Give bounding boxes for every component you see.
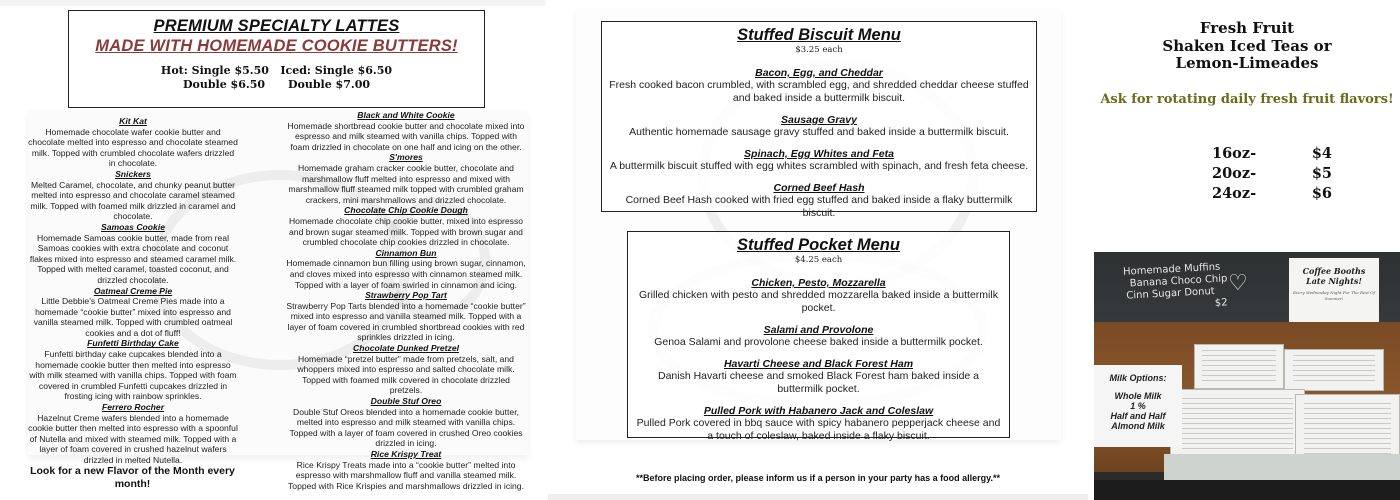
menu-print (1284, 349, 1384, 391)
menu-item-desc: Corned Beef Hash cooked with fried egg stuffed and baked inside a flaky buttermilk biscuit. (625, 194, 1013, 219)
latte-item (286, 290, 526, 343)
latte-item-desc: Homemade chocolate wafer cookie butter and chocolate melted into espresso and chocolate steamed milk. Topped with crumbled chocolate wafers drizzled in chocolate. (28, 126, 238, 169)
latte-subtitle: MADE WITH HOMEMADE COOKIE BUTTERS! (95, 37, 458, 55)
menu-item-name: Corned Beef Hash (773, 182, 865, 194)
menu-item-name: Havarti Cheese and Black Forest Ham (723, 358, 914, 370)
menu-item (628, 324, 1009, 349)
latte-item (28, 338, 238, 402)
latte-item (286, 449, 526, 491)
size-price: $5 (1311, 165, 1332, 182)
chalk-price: $2 (1214, 297, 1228, 309)
milk-sign-title: Milk Options: (1109, 373, 1167, 383)
allergy-notice: **Before placing order, please inform us if a person in your party has a food allergy.** (636, 473, 1000, 483)
biscuit-menu-price: $3.25 each (795, 45, 843, 55)
latte-item-desc: Homemade chocolate chip cookie butter, mixed into espresso and brown sugar steamed milk. Topped with brown sugar and crumbled chocolate chip cookies drizzled in chocolate. (288, 215, 524, 248)
menu-item (602, 114, 1036, 139)
size-price-row (1212, 184, 1332, 204)
menu-item-desc: A buttermilk biscuit stuffed with egg whites scrambled with spinach, and fresh feta cheese. (609, 160, 1029, 172)
latte-item-desc: Little Debbie's Oatmeal Creme Pies made into a homemade “cookie butter” mixed into espresso and vanilla steamed milk. Topped with crumbled oatmeal cookies and a dot of fluff! (33, 296, 233, 338)
latte-item-name: Chocolate Chip Cookie Dough (344, 205, 468, 216)
milk-option: Half and Half (1110, 411, 1166, 421)
milk-option: Whole Milk (1114, 391, 1162, 401)
menu-item-desc: Authentic homemade sausage gravy stuffed and baked inside a buttermilk biscuit. (629, 126, 1009, 138)
size-price-row (1212, 164, 1332, 184)
latte-item-desc: Homemade graham cracker cookie butter, chocolate and marshmallow fluff melted into espresso and mixed with marshmallow fluff steamed milk topped with crumbled graham crackers, mini marshmallows and drizzled chocolate. (288, 162, 524, 205)
menu-item-name: Sausage Gravy (781, 114, 857, 126)
rotating-flavors-note: Ask for rotating daily fresh fruit flavors! (1100, 92, 1394, 107)
milk-options-sign (1094, 365, 1182, 447)
latte-item (28, 116, 238, 169)
menu-item-name: Pulled Pork with Habanero Jack and Coleslaw (703, 405, 934, 417)
panel-edge (0, 0, 545, 6)
menu-item-desc: Fresh cooked bacon crumbled, with scrambled egg, and shredded cheddar cheese stuffed and baked inside a buttermilk biscuit. (609, 79, 1029, 104)
tea-title-line2: Shaken Iced Teas or (1162, 36, 1332, 55)
latte-title: PREMIUM SPECIALTY LATTES (153, 17, 400, 35)
latte-header-box (68, 10, 485, 108)
latte-column-1 (28, 116, 238, 466)
menu-item-desc: Danish Havarti cheese and smoked Black Forest ham baked inside a buttermilk pocket. (658, 370, 979, 395)
latte-item-name: Double Stuf Oreo (370, 396, 442, 407)
latte-item-name: Kit Kat (119, 116, 147, 126)
latte-item-name: Chocolate Dunked Pretzel (352, 343, 459, 354)
menu-item (628, 405, 1009, 443)
menu-item (628, 358, 1009, 396)
menu-item (602, 67, 1036, 105)
menu-table-photo (1094, 252, 1400, 500)
latte-item-name: Snickers (115, 168, 151, 179)
latte-item-desc: Strawberry Pop Tarts blended into a homemade “cookie butter” mixed into espresso and vanilla steamed milk. Topped with a layer of foam covered in crumbled shortbread cookies with red sprinkles drizzled in icing. (286, 300, 526, 343)
menu-item-desc: Pulled Pork covered in bbq sauce with spicy habanero pepperjack cheese and a touch of coleslaw, baked inside a flaky biscuit. (636, 417, 1001, 442)
latte-item-name: Strawberry Pop Tart (365, 290, 447, 301)
menu-item (602, 148, 1036, 173)
milk-option: 1 % (1130, 401, 1146, 411)
latte-item-name: Oatmeal Creme Pie (93, 285, 173, 296)
chalk-line: Banana Choco Chip (1129, 273, 1228, 290)
menu-item (628, 277, 1009, 315)
stuffed-biscuit-menu (601, 21, 1037, 219)
tea-size-prices (1212, 144, 1332, 204)
latte-item-name: Rice Krispy Treat (370, 449, 442, 459)
latte-prices-line2: Double $6.50 Double $7.00 (182, 78, 370, 91)
latte-item-desc: Homemade shortbread cookie butter and chocolate mixed into espresso and milk steamed with vanilla chips. Topped with foam drizzled in chocolate on one half and icing on the other. (287, 120, 525, 152)
menu-item-name: Chicken, Pesto, Mozzarella (751, 277, 886, 289)
pocket-menu-title: Stuffed Pocket Menu (737, 236, 900, 254)
latte-item-name: Ferrero Rocher (101, 402, 165, 413)
menu-item (602, 182, 1036, 220)
tea-title-line3: Lemon-Limeades (1175, 54, 1319, 72)
latte-prices (69, 64, 484, 92)
size-price: $6 (1311, 185, 1332, 202)
latte-item-name: S'mores (389, 152, 423, 163)
latte-item-desc: Hazelnut Creme wafers blended into a homemade cookie butter then melted into espresso with a spoonful of Nutella and mixed with steamed milk. Topped with a layer of foam covered in crushed hazelnut wafers drizzled in melted Nutella. (28, 412, 238, 465)
size-price-row (1212, 144, 1332, 164)
booth-sign-line1: Coffee Booths (1302, 266, 1366, 276)
latte-item (286, 110, 526, 152)
booth-sign-small: Every Wednesday Night For The Rest Of Summer! (1292, 290, 1376, 301)
menu-item-name: Salami and Provolone (763, 324, 874, 336)
latte-item (286, 248, 526, 290)
latte-item-desc: Homemade “pretzel butter” made from pretzels, salt, and whoppers mixed into espresso and salted chocolate milk. Topped with foamed milk covered in chocolate drizzled pretzels. (297, 353, 515, 396)
latte-item (286, 343, 526, 396)
latte-item-desc: Homemade cinnamon bun filling using brown sugar, cinnamon, and cloves mixed into espresso with cinnamon steamed milk. Topped with a layer of foam swirled in cinnamon and icing. (286, 258, 526, 290)
table-tray (1164, 454, 1400, 482)
latte-item-desc: Homemade Samoas cookie butter, made from real Samoas cookies with extra chocolate and coconut flakes mixed into espresso and steamed caramel milk. Topped with melted caramel, toasted coconut, and drizzled chocolate. (29, 232, 237, 285)
tea-title-line1: Fresh Fruit (1199, 19, 1295, 37)
latte-item (28, 222, 238, 286)
latte-item-desc: Rice Krispy Treats made into a “cookie butter” melted into espresso with marshmallow fluff and vanilla steamed milk. Topped with Rice Krispies and marshmallows drizzled in icing. (288, 459, 524, 491)
latte-item-desc: Double Stuf Oreos blended into a homemade cookie butter, melted into espresso and milk steamed with vanilla chips. Topped with a layer of foam covered in crushed Oreo cookies drizzled in icing. (289, 406, 523, 449)
size-label: 16oz- (1212, 145, 1257, 162)
chalk-line: Homemade Muffins (1122, 261, 1221, 278)
latte-item (28, 402, 238, 466)
latte-item-name: Black and White Cookie (357, 110, 455, 120)
latte-item-name: Cinnamon Bun (375, 247, 437, 258)
heart-icon: ♡ (1228, 270, 1248, 295)
latte-item-desc: Funfetti birthday cake cupcakes blended into a homemade cookie butter then melted into espresso with milk steamed with vanilla chips. Topped with foam covered in crumbled Funfetti cupcakes drizzled in frosting icing with rainbow sprinkles. (29, 349, 237, 402)
biscuit-menu-title: Stuffed Biscuit Menu (737, 26, 901, 44)
menu-item-desc: Genoa Salami and provolone cheese baked inside a buttermilk pocket. (654, 336, 983, 348)
food-menu-panel (548, 0, 1088, 500)
latte-item-desc: Melted Caramel, chocolate, and chunky peanut butter melted into espresso and chocolate caramel steamed milk. Topped with foamed milk drizzled in caramel and chocolate. (30, 179, 236, 222)
latte-prices-line1: Hot: Single $5.50 Iced: Single $6.50 (160, 64, 393, 77)
tea-title (1094, 20, 1400, 73)
latte-item-name: Samoas Cookie (101, 221, 165, 232)
milk-option: Almond Milk (1111, 421, 1165, 431)
size-label: 24oz- (1212, 185, 1257, 202)
panel-edge (548, 494, 1088, 500)
latte-item (286, 152, 526, 205)
size-price: $4 (1311, 145, 1332, 162)
menu-item-desc: Grilled chicken with pesto and shredded mozzarella baked inside a buttermilk pocket. (639, 289, 998, 314)
size-label: 20oz- (1212, 165, 1257, 182)
menu-item-name: Spinach, Egg Whites and Feta (744, 148, 894, 160)
stuffed-pocket-menu (627, 231, 1010, 442)
floor (1094, 480, 1400, 500)
flavor-of-month-note: Look for a new Flavor of the Month every month! (30, 465, 235, 490)
latte-item (28, 286, 238, 339)
menu-item-name: Bacon, Egg, and Cheddar (755, 67, 883, 79)
latte-menu-panel (0, 0, 545, 500)
latte-item (286, 396, 526, 449)
iced-tea-panel (1094, 0, 1400, 252)
menu-print (1194, 344, 1284, 389)
pocket-menu-price: $4.25 each (794, 255, 843, 265)
latte-column-2 (286, 110, 526, 491)
latte-item (28, 169, 238, 222)
latte-item (286, 205, 526, 247)
booth-sign-line2: Late Nights! (1306, 276, 1362, 286)
menu-print (1170, 389, 1305, 461)
latte-item-name: Funfetti Birthday Cake (87, 338, 179, 349)
chalk-line: Cinn Sugar Donut (1126, 285, 1216, 302)
chalkboard-text (1123, 261, 1229, 314)
coffee-booths-sign (1289, 258, 1379, 322)
